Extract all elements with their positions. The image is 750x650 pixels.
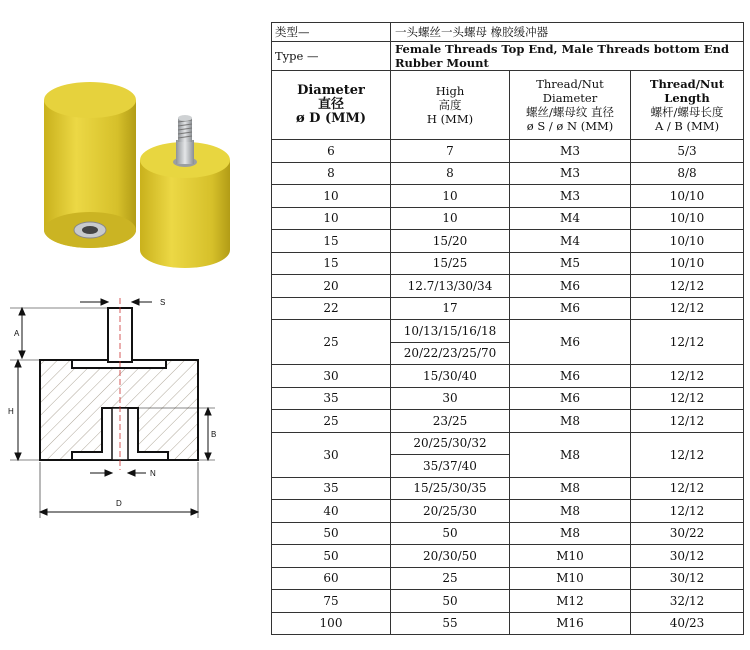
cell-thread: M10 — [510, 545, 631, 568]
type-name-en: Female Threads Top End, Male Threads bottom End Rubber Mount — [391, 42, 744, 71]
cell-diameter: 35 — [272, 477, 391, 500]
cell-high: 30 — [391, 387, 510, 410]
cell-thread: M8 — [510, 432, 631, 477]
table-row — [272, 365, 744, 388]
cell-length: 12/12 — [631, 410, 744, 433]
table-row — [272, 140, 744, 163]
header-diameter: Diameter 直径 ø D (MM) — [272, 71, 391, 140]
cell-diameter: 6 — [272, 140, 391, 163]
table-body — [272, 140, 744, 635]
cell-thread: M3 — [510, 185, 631, 208]
cell-diameter: 15 — [272, 230, 391, 253]
cell-length: 10/10 — [631, 185, 744, 208]
cell-high: 15/25 — [391, 252, 510, 275]
cell-diameter: 10 — [272, 185, 391, 208]
cell-thread: M3 — [510, 162, 631, 185]
cell-length: 30/22 — [631, 522, 744, 545]
cell-high: 50 — [391, 522, 510, 545]
cell-high: 35/37/40 — [391, 455, 510, 478]
cell-high: 20/22/23/25/70 — [391, 342, 510, 365]
table-row — [272, 275, 744, 298]
cell-high: 7 — [391, 140, 510, 163]
header-thread-diameter: Thread/Nut Diameter 螺丝/螺母纹 直径 ø S / ø N (MM) — [510, 71, 631, 140]
cell-high: 15/20 — [391, 230, 510, 253]
cell-thread: M8 — [510, 477, 631, 500]
label-d: D — [116, 499, 122, 508]
dimension-drawing — [0, 290, 230, 525]
cell-length: 10/10 — [631, 230, 744, 253]
drawing-body — [40, 298, 198, 470]
cell-length: 30/12 — [631, 567, 744, 590]
cell-diameter: 35 — [272, 387, 391, 410]
table-row — [272, 545, 744, 568]
cell-diameter: 50 — [272, 522, 391, 545]
header-thread-length: Thread/Nut Length 螺杆/螺母长度 A / B (MM) — [631, 71, 744, 140]
cell-thread: M6 — [510, 365, 631, 388]
table-row — [272, 590, 744, 613]
cell-thread: M4 — [510, 207, 631, 230]
cell-diameter: 40 — [272, 500, 391, 523]
cell-thread: M5 — [510, 252, 631, 275]
cell-high: 17 — [391, 297, 510, 320]
cell-high: 50 — [391, 590, 510, 613]
label-b: B — [211, 430, 217, 439]
cell-high: 20/25/30 — [391, 500, 510, 523]
cell-length: 8/8 — [631, 162, 744, 185]
table-row — [272, 252, 744, 275]
cell-length: 12/12 — [631, 500, 744, 523]
female-mount — [44, 82, 136, 248]
cell-diameter: 22 — [272, 297, 391, 320]
cell-diameter: 30 — [272, 365, 391, 388]
table-row — [272, 500, 744, 523]
cell-thread: M12 — [510, 590, 631, 613]
type-row-en — [272, 42, 744, 71]
table-row — [272, 410, 744, 433]
table-row — [272, 567, 744, 590]
spec-table — [271, 22, 744, 635]
cell-high: 23/25 — [391, 410, 510, 433]
cell-thread: M8 — [510, 500, 631, 523]
cell-diameter: 50 — [272, 545, 391, 568]
cell-diameter: 10 — [272, 207, 391, 230]
cell-high: 10/13/15/16/18 — [391, 320, 510, 343]
cell-high: 55 — [391, 612, 510, 635]
cell-thread: M6 — [510, 387, 631, 410]
table-row — [272, 432, 744, 455]
cell-diameter: 20 — [272, 275, 391, 298]
type-row-cn — [272, 23, 744, 42]
cell-diameter: 25 — [272, 410, 391, 433]
table-row — [272, 230, 744, 253]
header-high: High 高度 H (MM) — [391, 71, 510, 140]
cell-length: 12/12 — [631, 432, 744, 477]
table-row — [272, 207, 744, 230]
cell-length: 12/12 — [631, 320, 744, 365]
cell-thread: M6 — [510, 275, 631, 298]
cell-thread: M3 — [510, 140, 631, 163]
type-label-en: Type — — [272, 42, 391, 71]
cell-high: 20/25/30/32 — [391, 432, 510, 455]
table-row — [272, 612, 744, 635]
cell-thread: M8 — [510, 522, 631, 545]
table-row — [272, 320, 744, 343]
cell-high: 20/30/50 — [391, 545, 510, 568]
cell-diameter: 100 — [272, 612, 391, 635]
cell-diameter: 25 — [272, 320, 391, 365]
cell-high: 10 — [391, 207, 510, 230]
cell-diameter: 15 — [272, 252, 391, 275]
cell-length: 12/12 — [631, 297, 744, 320]
cell-thread: M6 — [510, 320, 631, 365]
label-h: H — [8, 407, 14, 416]
cell-diameter: 75 — [272, 590, 391, 613]
cell-length: 12/12 — [631, 477, 744, 500]
label-a: A — [14, 329, 20, 338]
cell-length: 5/3 — [631, 140, 744, 163]
cell-length: 30/12 — [631, 545, 744, 568]
cell-length: 12/12 — [631, 387, 744, 410]
cell-thread: M6 — [510, 297, 631, 320]
cell-length: 10/10 — [631, 252, 744, 275]
cell-length: 10/10 — [631, 207, 744, 230]
label-n: N — [150, 469, 156, 478]
cell-length: 40/23 — [631, 612, 744, 635]
type-label-cn: 类型— — [272, 23, 391, 42]
cell-length: 32/12 — [631, 590, 744, 613]
cell-high: 25 — [391, 567, 510, 590]
table-row — [272, 162, 744, 185]
cell-diameter: 60 — [272, 567, 391, 590]
product-photo — [30, 60, 260, 290]
cell-high: 15/30/40 — [391, 365, 510, 388]
table-row — [272, 522, 744, 545]
table-row — [272, 185, 744, 208]
table-row — [272, 387, 744, 410]
header-row — [272, 71, 744, 140]
cell-high: 8 — [391, 162, 510, 185]
cell-diameter: 30 — [272, 432, 391, 477]
cell-thread: M10 — [510, 567, 631, 590]
cell-thread: M4 — [510, 230, 631, 253]
male-mount — [140, 115, 230, 268]
table-row — [272, 477, 744, 500]
cell-high: 15/25/30/35 — [391, 477, 510, 500]
cell-thread: M8 — [510, 410, 631, 433]
cell-high: 12.7/13/30/34 — [391, 275, 510, 298]
table-row — [272, 297, 744, 320]
cell-high: 10 — [391, 185, 510, 208]
cell-length: 12/12 — [631, 365, 744, 388]
cell-length: 12/12 — [631, 275, 744, 298]
type-name-cn: 一头螺丝一头螺母 橡胶缓冲器 — [391, 23, 744, 42]
label-s: S — [160, 298, 166, 307]
cell-diameter: 8 — [272, 162, 391, 185]
cell-thread: M16 — [510, 612, 631, 635]
